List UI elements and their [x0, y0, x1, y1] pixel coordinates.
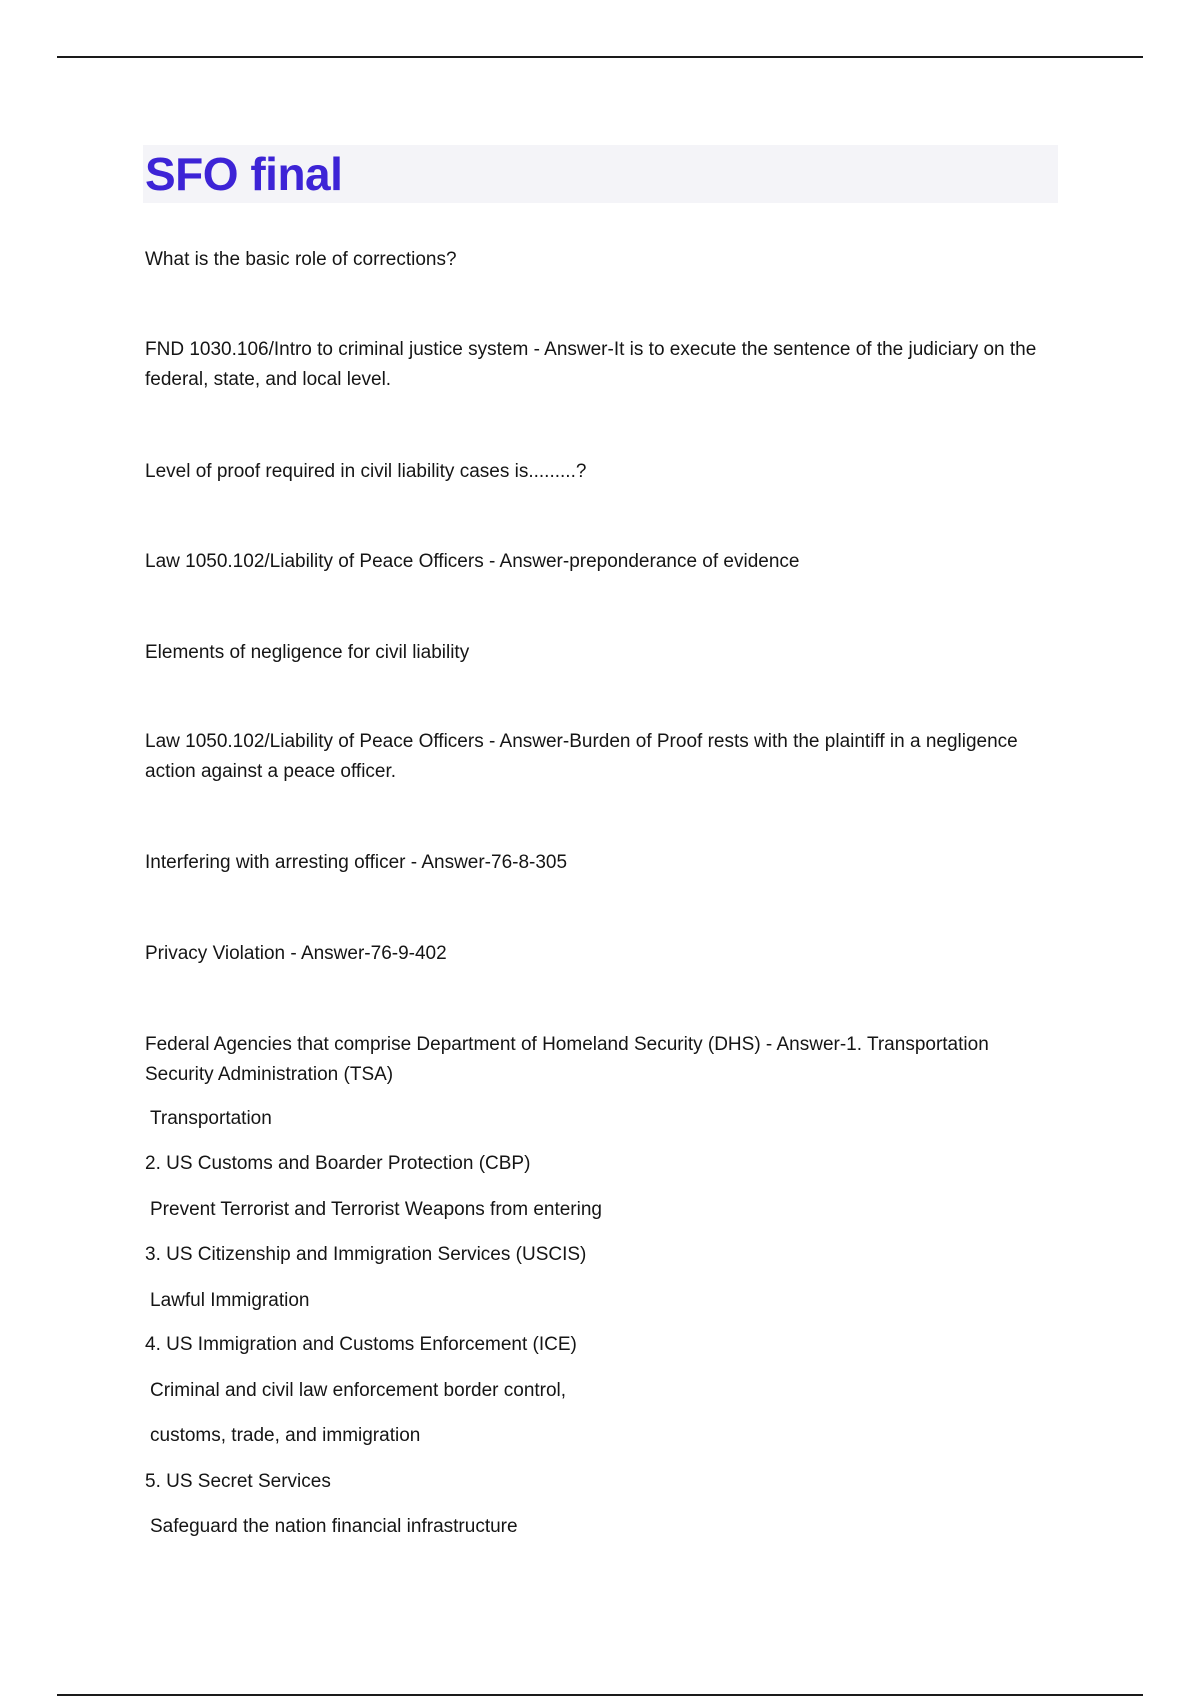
list-item: 3. US Citizenship and Immigration Services (USCIS)	[145, 1244, 587, 1265]
list-item: Lawful Immigration	[150, 1290, 310, 1311]
answer-paragraph: FND 1030.106/Intro to criminal justice system - Answer-It is to execute the sentence of the judiciary on the federal, state, and local level.	[145, 339, 1037, 390]
list-item: Safeguard the nation financial infrastructure	[150, 1516, 518, 1537]
answer-paragraph: Law 1050.102/Liability of Peace Officers - Answer-preponderance of evidence	[145, 551, 800, 572]
question-paragraph: Elements of negligence for civil liability	[145, 642, 470, 663]
answer-paragraph: Privacy Violation - Answer-76-9-402	[145, 943, 447, 964]
list-item: 2. US Customs and Boarder Protection (CBP)	[145, 1153, 531, 1174]
list-item: 4. US Immigration and Customs Enforcement (ICE)	[145, 1334, 577, 1355]
question-paragraph: Level of proof required in civil liability cases is.........?	[145, 461, 587, 482]
list-item: Criminal and civil law enforcement border control,	[150, 1380, 567, 1401]
answer-paragraph: Law 1050.102/Liability of Peace Officers - Answer-Burden of Proof rests with the plaintiff in a negligence action against a peace officer.	[145, 731, 1018, 782]
list-item: Prevent Terrorist and Terrorist Weapons from entering	[150, 1199, 602, 1220]
list-item: Transportation	[150, 1108, 272, 1129]
list-item: 5. US Secret Services	[145, 1471, 331, 1492]
question-paragraph: What is the basic role of corrections?	[145, 249, 457, 270]
answer-paragraph: Interfering with arresting officer - Answer-76-8-305	[145, 852, 568, 873]
list-item: customs, trade, and immigration	[150, 1425, 421, 1446]
page-title: SFO final	[145, 148, 343, 200]
answer-paragraph: Federal Agencies that comprise Department of Homeland Security (DHS) - Answer-1. Transportation Security Administration (TSA)	[145, 1034, 989, 1085]
top-rule	[57, 56, 1143, 58]
bottom-rule	[57, 1694, 1143, 1696]
